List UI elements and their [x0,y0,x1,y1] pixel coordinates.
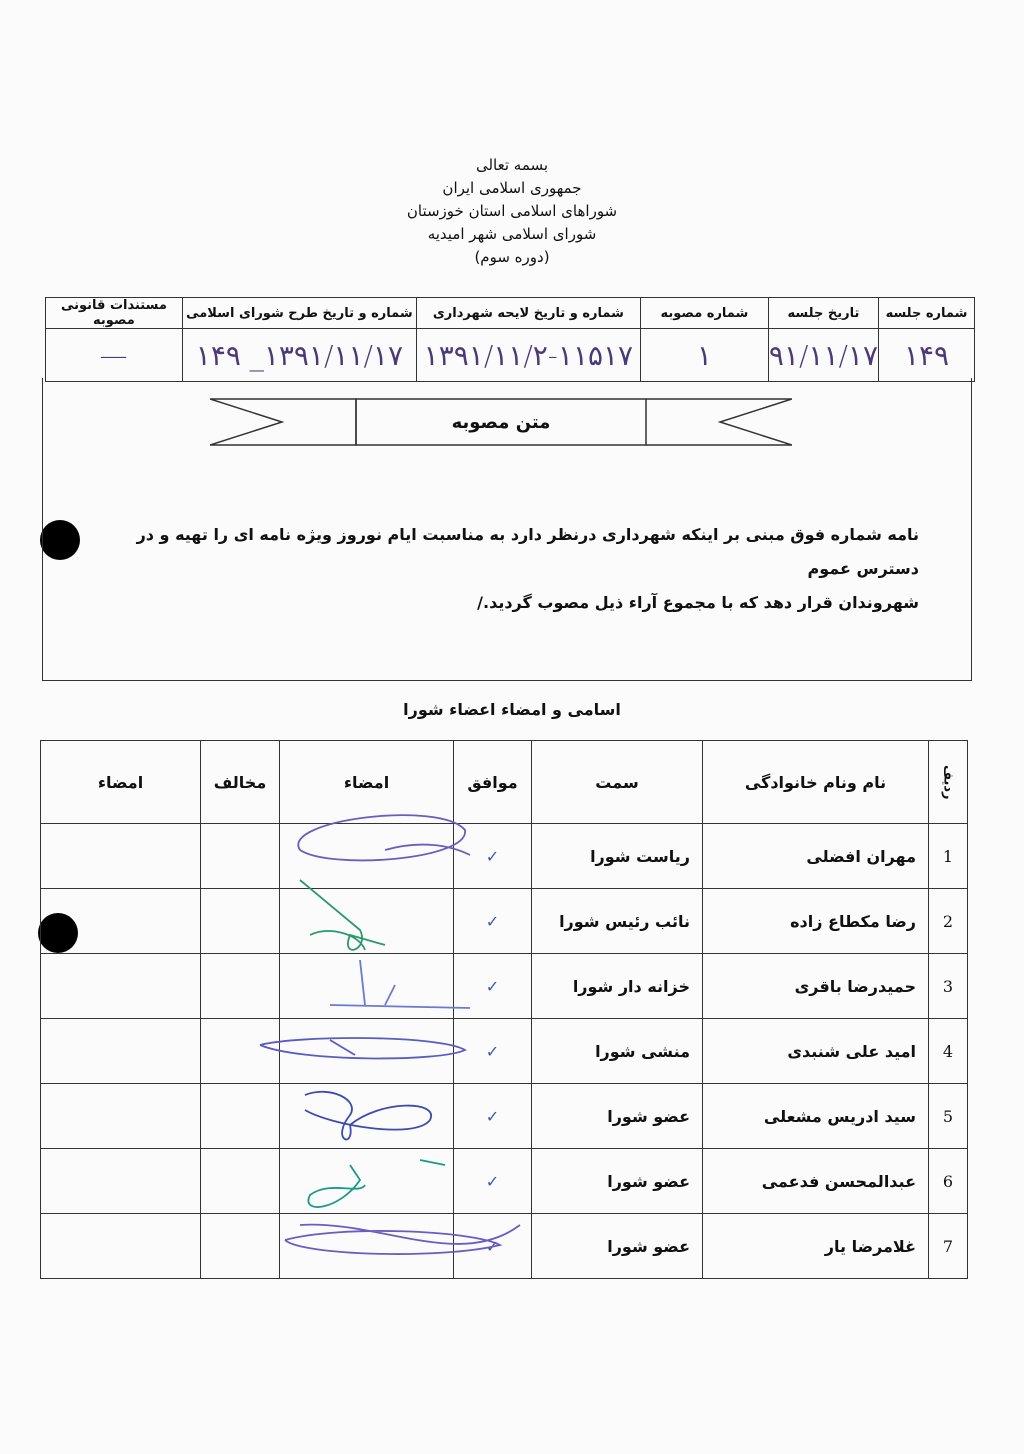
resolution-body [129,518,919,620]
member-role: خزانه دار شورا [532,954,703,1019]
member-row [41,889,968,954]
header-line: جمهوری اسلامی ایران [442,179,582,197]
agree-check: ✓ [454,954,532,1019]
municipality-bill: ۱۳۹۱/۱۱/۲-۱۱۵۱۷ [416,329,640,382]
member-row [41,1214,968,1279]
oppose-signature [41,1019,201,1084]
agree-signature [280,1149,454,1214]
col-row: ردیف [929,741,968,824]
legal-docs: — [46,329,183,382]
oppose-cell [201,1149,280,1214]
member-name: رضا مکطاع زاده [703,889,929,954]
member-role: ریاست شورا [532,824,703,889]
oppose-cell [201,889,280,954]
agree-signature [280,1214,454,1279]
member-name: امید علی شنبدی [703,1019,929,1084]
oppose-cell [201,1084,280,1149]
row-number: 7 [929,1214,968,1279]
member-row [41,1084,968,1149]
col-oppose: مخالف [201,741,280,824]
council-plan: ۱۳۹۱/۱۱/۱۷_ ۱۴۹ [182,329,416,382]
col-resolution-number: شماره مصوبه [640,298,768,329]
oppose-signature [41,824,201,889]
row-number: 4 [929,1019,968,1084]
session-number: ۱۴۹ [879,329,975,382]
col-council-plan: شماره و تاریخ طرح شورای اسلامی [182,298,416,329]
oppose-cell [201,1214,280,1279]
member-name: عبدالمحسن فدعمی [703,1149,929,1214]
oppose-cell [201,1019,280,1084]
col-agree-signature: امضاء [280,741,454,824]
col-municipality-bill: شماره و تاریخ لایحه شهرداری [416,298,640,329]
agree-signature [280,1084,454,1149]
body-line: نامه شماره فوق مبنی بر اینکه شهرداری درنظر دارد به مناسبت ایام نوروز ویژه نامه ای را تهیه و در دسترس عموم [136,525,919,578]
header-line: شوراهای اسلامی استان خوزستان [406,202,618,220]
agree-signature [280,954,454,1019]
agree-check: ✓ [454,824,532,889]
member-name: حمیدرضا باقری [703,954,929,1019]
resolution-meta-table [45,297,975,382]
agree-check: ✓ [454,1084,532,1149]
row-number: 3 [929,954,968,1019]
col-session-date: تاریخ جلسه [768,298,878,329]
row-number: 5 [929,1084,968,1149]
members-title: اسامی و امضاء اعضاء شورا [403,700,621,719]
member-role: نائب رئیس شورا [532,889,703,954]
member-name: مهران افضلی [703,824,929,889]
member-row [41,824,968,889]
col-name: نام ونام خانوادگی [703,741,929,824]
oppose-cell [201,954,280,1019]
resolution-number: ۱ [640,329,768,382]
agree-signature [280,889,454,954]
members-table [40,740,968,1279]
col-role: سمت [532,741,703,824]
col-oppose-signature: امضاء [41,741,201,824]
agree-check: ✓ [454,1149,532,1214]
agree-signature [280,1019,454,1084]
agree-signature [280,824,454,889]
agree-check: ✓ [454,1214,532,1279]
member-role: عضو شورا [532,1084,703,1149]
col-session-number: شماره جلسه [879,298,975,329]
member-role: عضو شورا [532,1149,703,1214]
oppose-signature [41,1084,201,1149]
header-line: شورای اسلامی شهر امیدیه [427,225,597,243]
oppose-signature [41,954,201,1019]
member-row [41,954,968,1019]
col-agree: موافق [454,741,532,824]
member-name: سید ادریس مشعلی [703,1084,929,1149]
oppose-signature [41,1214,201,1279]
row-number: 6 [929,1149,968,1214]
banner-label: متن مصوبه [451,412,551,433]
col-legal-docs: مستندات قانونی مصوبه [46,298,183,329]
session-date: ۹۱/۱۱/۱۷ [768,329,878,382]
agree-check: ✓ [454,889,532,954]
row-number: 1 [929,824,968,889]
member-role: منشی شورا [532,1019,703,1084]
letterhead [0,154,1024,269]
header-line: بسمه تعالی [475,156,549,174]
member-row [41,1149,968,1214]
oppose-signature [41,889,201,954]
body-line: شهروندان قرار دهد که با مجموع آراء ذیل مصوب گردید./ [477,593,919,612]
row-number: 2 [929,889,968,954]
agree-check: ✓ [454,1019,532,1084]
member-role: عضو شورا [532,1214,703,1279]
header-line: (دوره سوم) [474,248,550,266]
member-name: غلامرضا یار [703,1214,929,1279]
oppose-cell [201,824,280,889]
oppose-signature [41,1149,201,1214]
member-row [41,1019,968,1084]
